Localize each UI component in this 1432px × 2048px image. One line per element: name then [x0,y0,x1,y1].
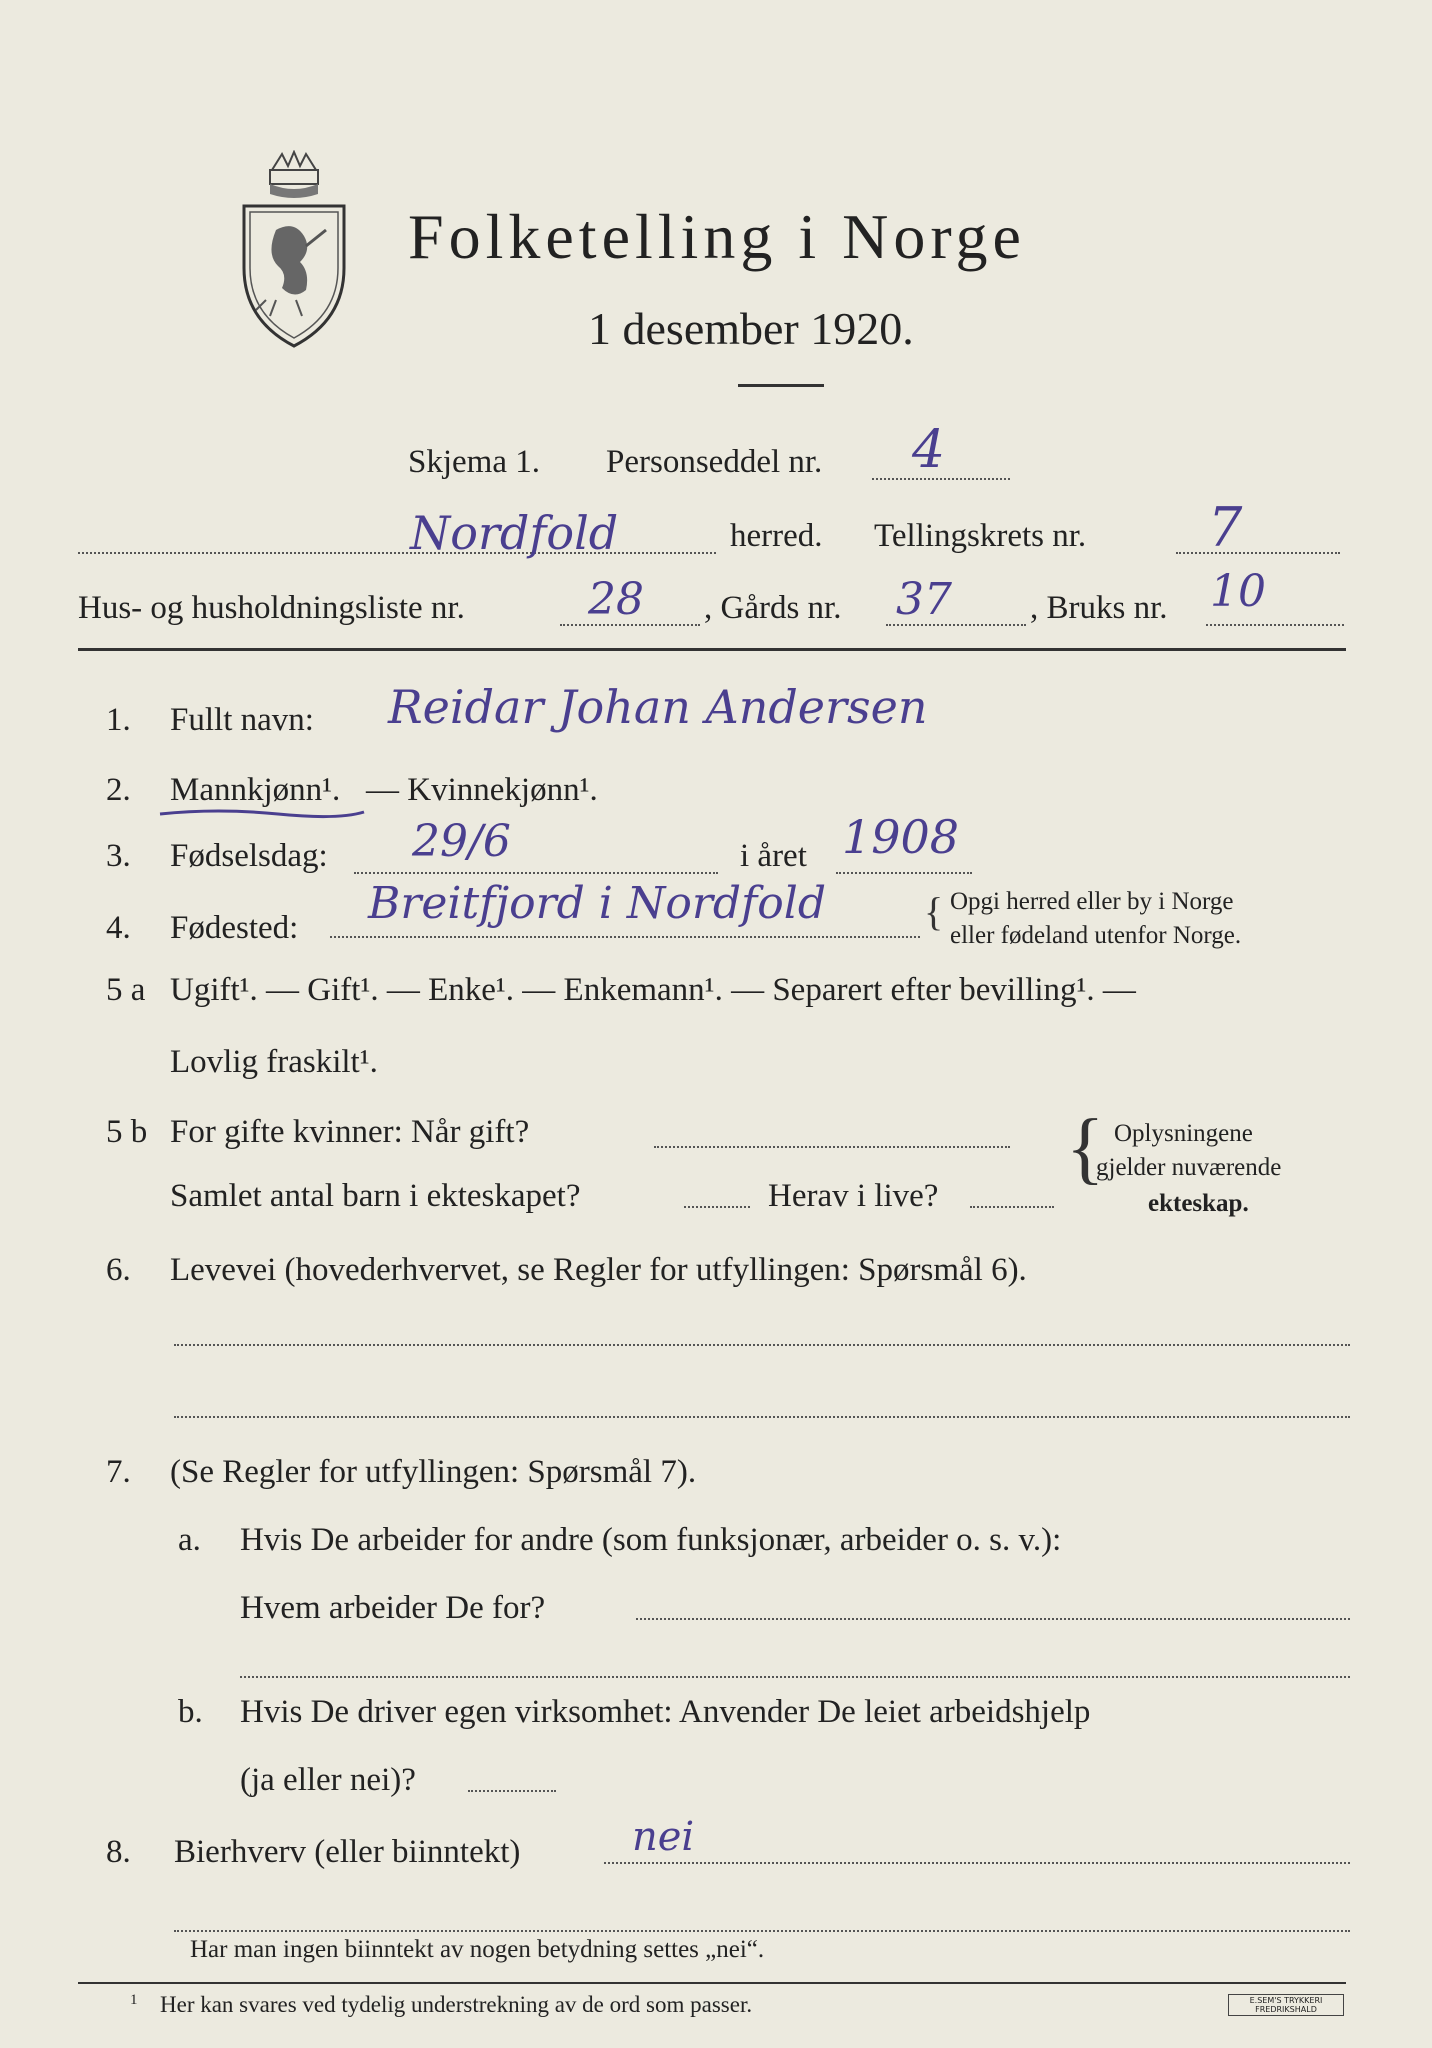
q5b-note-line-1: Oplysningene [1114,1120,1253,1147]
title-divider [738,384,824,387]
q3-year-line [836,872,972,874]
q7a-label: Hvis De arbeider for andre (som funksjonær, arbeider o. s. v.): [240,1522,1062,1558]
form-date: 1 desember 1920. [588,303,914,354]
q1-value[interactable]: Reidar Johan Andersen [388,680,928,734]
q4-line [330,936,920,938]
q7b-label-2: (ja eller nei)? [240,1762,416,1798]
q8-note: Har man ingen biinntekt av nogen betydning settes „nei“. [190,1936,765,1963]
q6-line-1[interactable] [174,1344,1350,1346]
q5b-note-line-3: ekteskap. [1148,1190,1249,1217]
q7b-line[interactable] [468,1790,556,1792]
q5b-label: For gifte kvinner: Når gift? [170,1114,530,1150]
q6-line-2[interactable] [174,1416,1350,1418]
male-underline-mark [158,806,368,820]
herred-line [78,552,716,554]
printer-mark [1228,1994,1344,2016]
herred-label: herred. [730,518,823,554]
hus-label: Hus- og husholdningsliste nr. [78,590,465,626]
q7b-label: Hvis De driver egen virksomhet: Anvender De leiet arbeidshjelp [240,1694,1091,1730]
bruks-line [1206,624,1344,626]
q2-option-male[interactable]: Mannkjønn¹. [170,772,341,808]
q2-option-female[interactable]: — Kvinnekjønn¹. [366,772,598,808]
q6-label: Levevei (hovederhvervet, se Regler for utfyllingen: Spørsmål 6). [170,1252,1027,1288]
bruks-label: , Bruks nr. [1030,590,1168,626]
q8-line-2[interactable] [174,1930,1350,1932]
q7-number: 7. [106,1454,131,1490]
printer-place: FREDRIKSHALD [1255,2005,1317,2014]
q5b-children-label: Samlet antal barn i ekteskapet? [170,1178,581,1214]
herred-value[interactable]: Nordfold [410,506,619,560]
q5b-number: 5 b [106,1114,148,1150]
q8-line[interactable] [604,1862,1350,1864]
tellingskrets-line [1176,552,1340,554]
q8-label: Bierhverv (eller biinntekt) [174,1834,521,1870]
q5a-options[interactable]: Ugift¹. — Gift¹. — Enke¹. — Enkemann¹. — Separert efter bevilling¹. — [170,972,1136,1008]
q3-number: 3. [106,838,131,874]
q5b-married-line [654,1146,1010,1148]
q5a-option-divorced[interactable]: Lovlig fraskilt¹. [170,1044,378,1080]
hus-value[interactable]: 28 [588,574,644,625]
census-form: Folketelling i Norge 1 desember 1920. Skjema 1. Personseddel nr. 4 Nordfold herred. Tellingskrets nr. 7 Hus- og husholdningsliste nr. 28 , Gårds nr. 37 , Bruks nr. 10 1. Fullt navn: Reidar Johan Andersen 2. Mannkjønn¹. — Kvinnekjønn¹. 3. Fødselsdag: 29/6 i året 1908 4. Fødested: Breitfjord i Nordfold { Opgi herred eller by i Norge eller fødeland utenfor Norge. 5 a Ugift¹. — Gift¹. — Enke¹. — Enkemann¹. — Separert efter bevilling¹. — Lovlig fraskilt¹. 5 b For gifte kvinner: Når gift? Samlet antal barn i ekteskapet? Herav i live? { Oplysningene gjelder nuværende ekteskap. 6. Levevei (hovederhvervet, se Regler for utfyllingen: Spørsmål 6). 7. (Se Regler for utfyllingen: Spørsmål 7). a. Hvis De arbeider for andre (som funksjonær, arbeider o. s. v.): Hvem arbeider De for? b. Hvis De driver egen virksomhet: Anvender De leiet arbeidshjelp (ja eller nei)? 8. Bierhverv (eller biinntekt) nei Har man ingen biinntekt av nogen betydning settes „nei“. 1 Her kan svares ved tydelig understrekning av de ord som passer. E.SEM'S TRYKKERI FREDRIKSHALD [0,0,1432,2048]
q5b-note-line-2: gjelder nuværende [1096,1154,1282,1181]
q7a-employer-label: Hvem arbeider De for? [240,1590,546,1626]
header-rule [78,648,1346,651]
gards-label: , Gårds nr. [704,590,842,626]
footnote-text: Her kan svares ved tydelig understrekning av de ord som passer. [160,1992,753,2017]
q7a-employer-line-2[interactable] [240,1676,1350,1678]
q3-year-value[interactable]: 1908 [842,810,960,864]
skjema-label: Skjema 1. [408,444,540,480]
footnote-mark: 1 [130,1992,138,2008]
q4-number: 4. [106,910,131,946]
q1-label: Fullt navn: [170,702,314,738]
personseddel-label: Personseddel nr. [606,444,823,480]
q8-value[interactable]: nei [632,1814,695,1860]
q7a-employer-line[interactable] [636,1618,1350,1620]
q4-note-line-1: Opgi herred eller by i Norge [950,888,1234,915]
printer-name: E.SEM'S TRYKKERI [1249,1996,1323,2005]
form-title: Folketelling i Norge [408,201,1026,272]
footer-rule [78,1982,1346,1984]
tellingskrets-label: Tellingskrets nr. [874,518,1087,554]
q6-number: 6. [106,1252,131,1288]
q5b-alive-line [970,1206,1054,1208]
bruks-value[interactable]: 10 [1210,566,1266,617]
tellingskrets-value[interactable]: 7 [1208,496,1243,559]
gards-value[interactable]: 37 [896,574,952,625]
q8-number: 8. [106,1834,131,1870]
q3-year-label: i året [740,838,807,874]
q3-line [354,872,718,874]
coat-of-arms-icon [236,150,352,350]
q1-number: 1. [106,702,131,738]
q4-value[interactable]: Breitfjord i Nordfold [368,878,827,929]
personseddel-value[interactable]: 4 [912,420,946,480]
q2-number: 2. [106,772,131,808]
q5b-children-line [684,1206,750,1208]
q4-label: Fødested: [170,910,299,946]
q3-label: Fødselsdag: [170,838,328,874]
q7-label: (Se Regler for utfyllingen: Spørsmål 7). [170,1454,697,1490]
q7a-letter: a. [178,1522,201,1558]
q5b-alive-label: Herav i live? [768,1178,939,1214]
q3-value[interactable]: 29/6 [412,816,511,867]
q4-note-line-2: eller fødeland utenfor Norge. [950,922,1242,949]
q5a-number: 5 a [106,972,146,1008]
q7b-letter: b. [178,1694,203,1730]
